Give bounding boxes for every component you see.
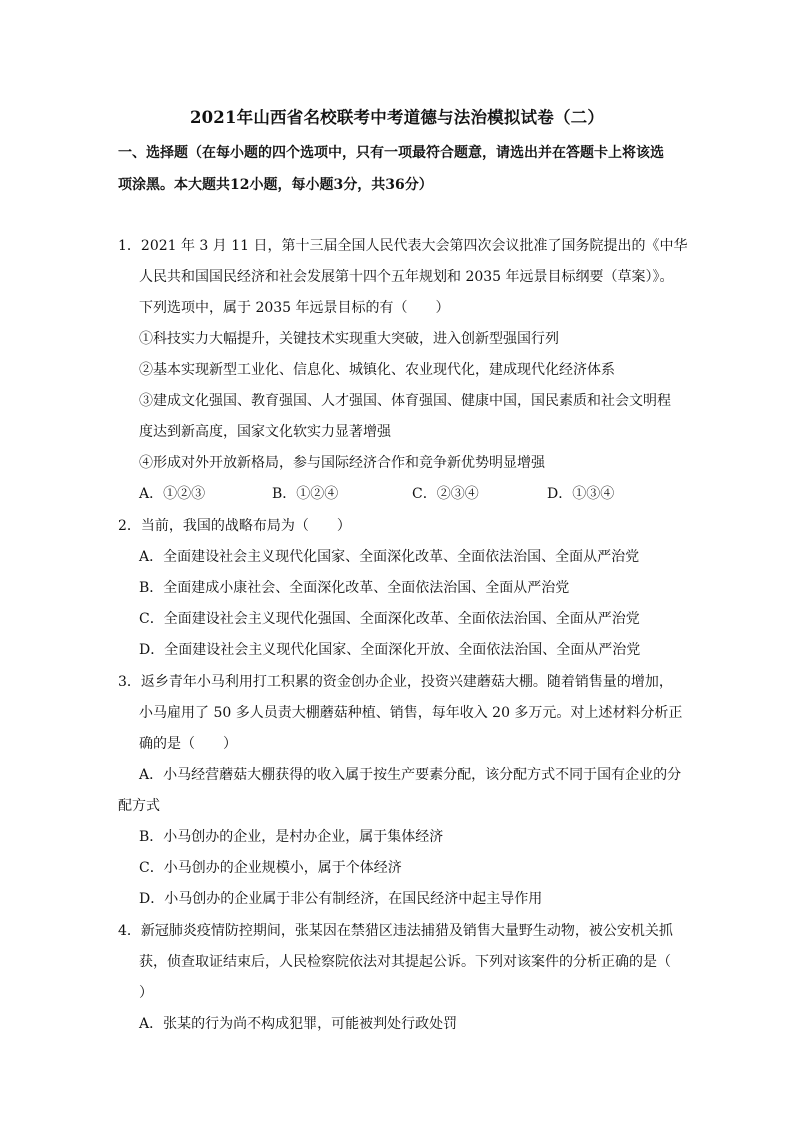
question-1-statement-1: ①科技实力大幅提升，关键技术实现重大突破，进入创新型强国行列 <box>139 331 559 347</box>
question-2-option-d: D．全面建设社会主义现代化国家、全面深化开放、全面依法治国、全面从严治党 <box>139 642 641 658</box>
question-3-option-a-line-2: 配方式 <box>118 798 160 814</box>
question-2-stem: 2．当前，我国的战略布局为（ ） <box>118 518 351 534</box>
question-3-option-d: D．小马创办的企业属于非公有制经济，在国民经济中起主导作用 <box>139 891 543 907</box>
question-1-stem-line-1: 1．2021 年 3 月 11 日，第十三届全国人民代表大会第四次会议批准了国务院提出的《中华 <box>118 238 688 254</box>
question-1-options <box>139 484 659 504</box>
question-2-option-c: C．全面建设社会主义现代化强国、全面深化改革、全面依法治国、全面从严治党 <box>139 611 640 627</box>
question-3-stem-line-3: 确的是（ ） <box>139 736 237 752</box>
exam-title: 2021年山西省名校联考中考道德与法治模拟试卷（二） <box>189 108 605 127</box>
question-1-stem-line-2: 人民共和国国民经济和社会发展第十四个五年规划和 2035 年远景目标纲要（草案）》。 <box>139 269 674 285</box>
question-1-option-a: A．①②③ <box>139 486 206 502</box>
question-3-option-a-line-1: A．小马经营蘑菇大棚获得的收入属于按生产要素分配，该分配方式不同于国有企业的分 <box>139 767 682 783</box>
question-1-option-c: C．②③④ <box>412 486 479 502</box>
question-4-stem-line-3: ） <box>139 985 153 1001</box>
question-1-option-b: B．①②④ <box>272 486 339 502</box>
question-1-statement-4: ④形成对外开放新格局，参与国际经济合作和竞争新优势明显增强 <box>139 455 545 471</box>
question-4-stem-line-2: 获，侦查取证结束后，人民检察院依法对其提起公诉。下列对该案件的分析正确的是（ <box>139 954 671 970</box>
section-heading-line-2: 项涂黑。本大题共12小题，每小题3分，共36分） <box>118 177 433 193</box>
question-1-statement-3a: ③建成文化强国、教育强国、人才强国、体育强国、健康中国，国民素质和社会文明程 <box>139 393 671 409</box>
question-1-statement-2: ②基本实现新型工业化、信息化、城镇化、农业现代化，建成现代化经济体系 <box>139 362 615 378</box>
question-3-stem-line-2: 小马雇用了 50 多人员责大棚蘑菇种植、销售，每年收入 20 多万元。对上述材料分析正 <box>139 705 683 721</box>
question-1-stem-line-3: 下列选项中，属于 2035 年远景目标的有（ ） <box>139 300 450 316</box>
question-3-option-b: B．小马创办的企业，是村办企业，属于集体经济 <box>139 829 444 845</box>
section-heading-line-1: 一、选择题（在每小题的四个选项中，只有一项最符合题意，请选出并在答题卡上将该选 <box>118 145 664 161</box>
question-1-option-d: D．①③④ <box>547 486 615 502</box>
question-4-option-a: A．张某的行为尚不构成犯罪，可能被判处行政处罚 <box>139 1016 458 1032</box>
question-2-option-a: A．全面建设社会主义现代化国家、全面深化改革、全面依法治国、全面从严治党 <box>139 549 640 565</box>
question-2-option-b: B．全面建成小康社会、全面深化改革、全面依法治国、全面从严治党 <box>139 580 570 596</box>
question-4-stem-line-1: 4．新冠肺炎疫情防控期间，张某因在禁猎区违法捕猎及销售大量野生动物，被公安机关抓 <box>118 923 673 939</box>
question-1-statement-3b: 度达到新高度，国家文化软实力显著增强 <box>139 424 391 440</box>
question-3-option-c: C．小马创办的企业规模小，属于个体经济 <box>139 860 402 876</box>
question-3-stem-line-1: 3．返乡青年小马利用打工积累的资金创办企业，投资兴建蘑菇大棚。随着销售量的增加， <box>118 674 673 690</box>
